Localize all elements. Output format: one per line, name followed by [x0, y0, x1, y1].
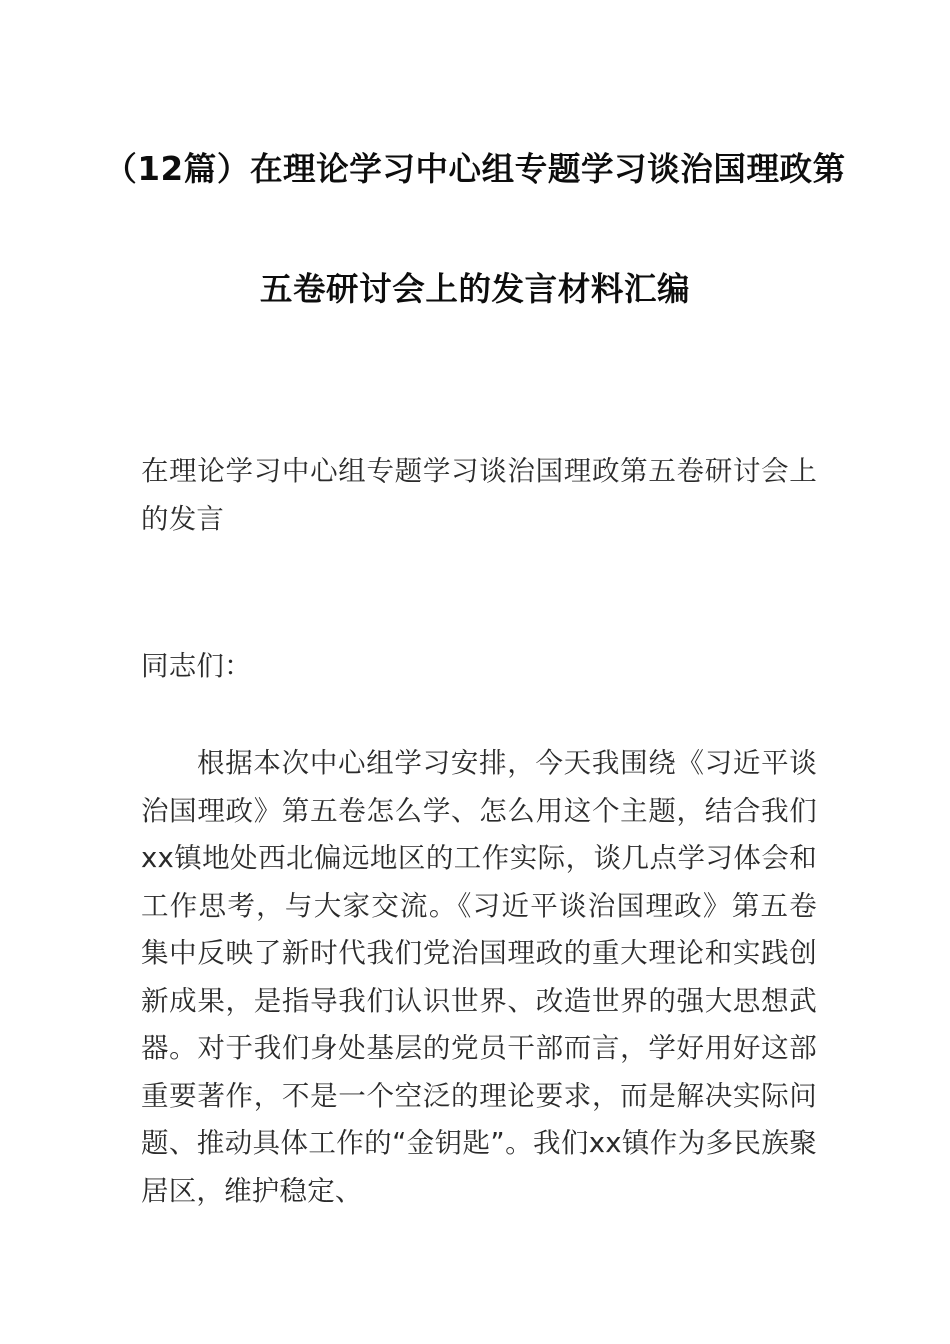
document-title-line-2: 五卷研讨会上的发言材料汇编: [259, 270, 691, 309]
document-paragraph: 根据本次中心组学习安排，今天我围绕《习近平谈治国理政》第五卷怎么学、怎么用这个主题，结合我们xx镇地处西北偏远地区的工作实际，谈几点学习体会和工作思考，与大家交流。《习近平谈治国理政》第五卷集中反映了新时代我们党治国理政的重大理论和实践创新成果，是指导我们认识世界、改造世界的强大思想武器。对于我们身处基层的党员干部而言，学好用好这部重要著作，不是一个空泛的理论要求，而是解决实际问题、推动具体工作的“金钥匙”。我们xx镇作为多民族聚居区，维护稳定、: [141, 747, 817, 1207]
document-salutation: 同志们：: [141, 650, 252, 682]
document-title: [0, 148, 950, 311]
document-subtitle: 在理论学习中心组专题学习谈治国理政第五卷研讨会上的发言: [141, 455, 817, 535]
document-title-line-1: （12篇）在理论学习中心组专题学习谈治国理政第: [104, 150, 846, 188]
